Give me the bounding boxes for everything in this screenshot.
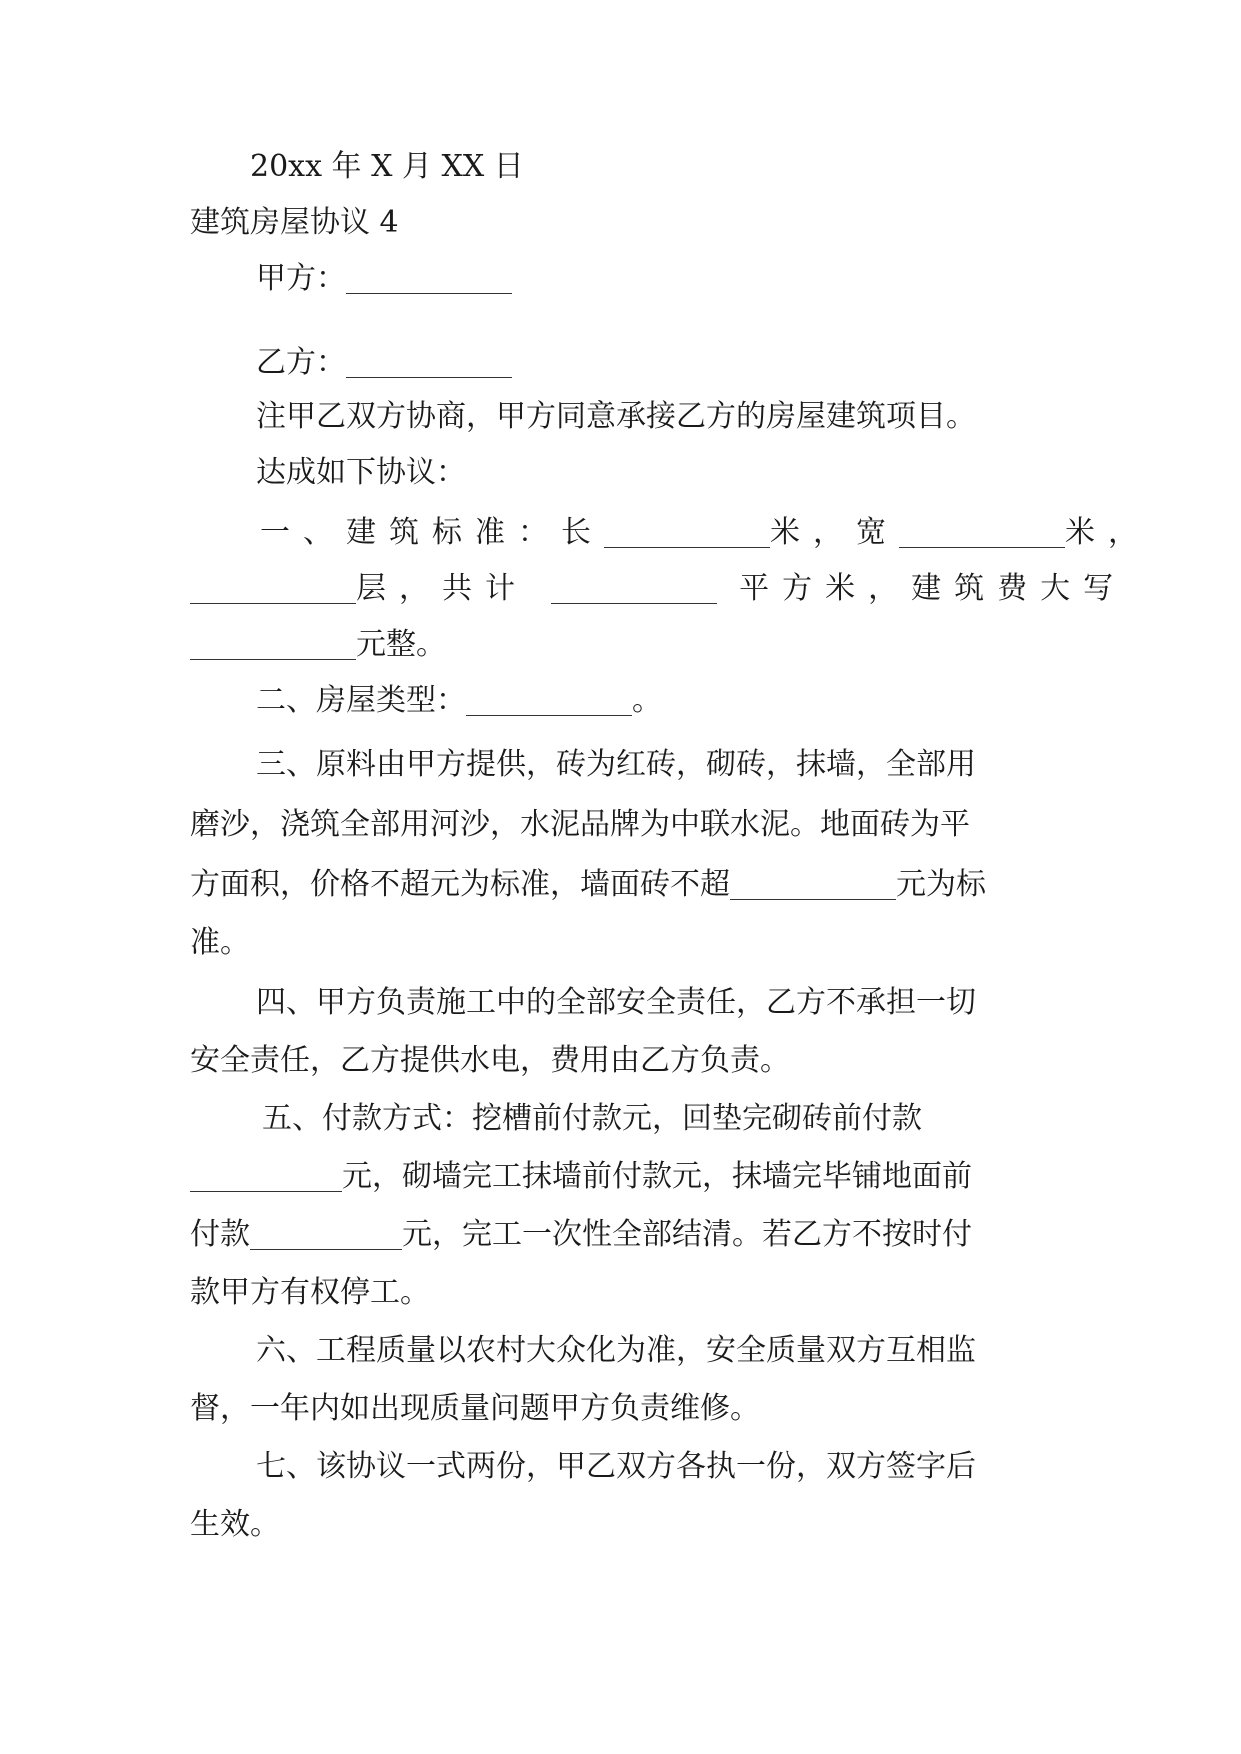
clause-2 bbox=[256, 681, 662, 721]
clause-5-line-2 bbox=[190, 1157, 972, 1197]
clause-5-line-1: 五、付款方式：挖槽前付款元，回垫完砌砖前付款 bbox=[262, 1101, 922, 1136]
house-type-blank bbox=[466, 685, 632, 716]
clause-3-line-4: 准。 bbox=[190, 925, 250, 960]
party-a-blank bbox=[346, 263, 512, 294]
clause-7-line-2: 生效。 bbox=[190, 1507, 280, 1542]
date-line: 20xx 年 X 月 XX 日 bbox=[250, 149, 524, 184]
clause-6-line-2: 督，一年内如出现质量问题甲方负责维修。 bbox=[190, 1391, 760, 1426]
clause-3-part-a: 方面积，价格不超元为标准，墙面砖不超 bbox=[190, 867, 730, 902]
clause-4-line-2: 安全责任，乙方提供水电，费用由乙方负责。 bbox=[190, 1043, 790, 1078]
fee-blank bbox=[190, 629, 356, 660]
party-b-label: 乙方： bbox=[256, 345, 346, 380]
clause-1-line-2 bbox=[190, 569, 1126, 609]
agree-text: 达成如下协议： bbox=[256, 455, 466, 490]
area-blank bbox=[551, 573, 717, 604]
intro-text: 注甲乙双方协商，甲方同意承接乙方的房屋建筑项目。 bbox=[256, 399, 976, 434]
clause-5-part-b: 元，完工一次性全部结清。若乙方不按时付 bbox=[402, 1217, 972, 1252]
document-title: 建筑房屋协议 4 bbox=[190, 205, 399, 240]
floors-blank bbox=[190, 573, 356, 604]
clause-3-line-1: 三、原料由甲方提供，砖为红砖，砌砖，抹墙，全部用 bbox=[256, 747, 976, 782]
clause-1-part-c: 米， bbox=[1065, 515, 1151, 550]
party-a-label: 甲方： bbox=[256, 261, 346, 296]
clause-2-part-b: 。 bbox=[632, 683, 662, 718]
party-b-line bbox=[256, 343, 512, 383]
wall-tile-blank bbox=[730, 869, 896, 900]
clause-1-part-a: 一、建筑标准：长 bbox=[260, 515, 604, 550]
clause-3-line-2: 磨沙，浇筑全部用河沙，水泥品牌为中联水泥。地面砖为平 bbox=[190, 807, 970, 842]
payment-4-blank bbox=[250, 1219, 402, 1250]
clause-2-part-a: 二、房屋类型： bbox=[256, 683, 466, 718]
length-blank bbox=[604, 517, 770, 548]
clause-1-part-e: 平方米，建筑费大写 bbox=[739, 571, 1127, 606]
clause-5-part-a: 付款 bbox=[190, 1217, 250, 1252]
clause-5-line-4: 款甲方有权停工。 bbox=[190, 1275, 430, 1310]
clause-1-part-b: 米，宽 bbox=[770, 515, 899, 550]
clause-3-part-b: 元为标 bbox=[896, 867, 986, 902]
clause-1-part-f: 元整。 bbox=[356, 627, 446, 662]
clause-1-line-3 bbox=[190, 625, 446, 665]
clause-5-part-l2: 元，砌墙完工抹墙前付款元，抹墙完毕铺地面前 bbox=[342, 1159, 972, 1194]
clause-4-line-1: 四、甲方负责施工中的全部安全责任，乙方不承担一切 bbox=[256, 985, 976, 1020]
payment-2-blank bbox=[190, 1161, 342, 1192]
party-a-line bbox=[256, 259, 512, 299]
clause-5-line-3 bbox=[190, 1215, 972, 1255]
clause-7-line-1: 七、该协议一式两份，甲乙双方各执一份，双方签字后 bbox=[256, 1449, 976, 1484]
width-blank bbox=[899, 517, 1065, 548]
clause-1-line-1 bbox=[260, 513, 1151, 553]
clause-1-part-d: 层，共计 bbox=[356, 571, 528, 606]
clause-6-line-1: 六、工程质量以农村大众化为准，安全质量双方互相监 bbox=[256, 1333, 976, 1368]
party-b-blank bbox=[346, 347, 512, 378]
clause-3-line-3 bbox=[190, 865, 986, 905]
